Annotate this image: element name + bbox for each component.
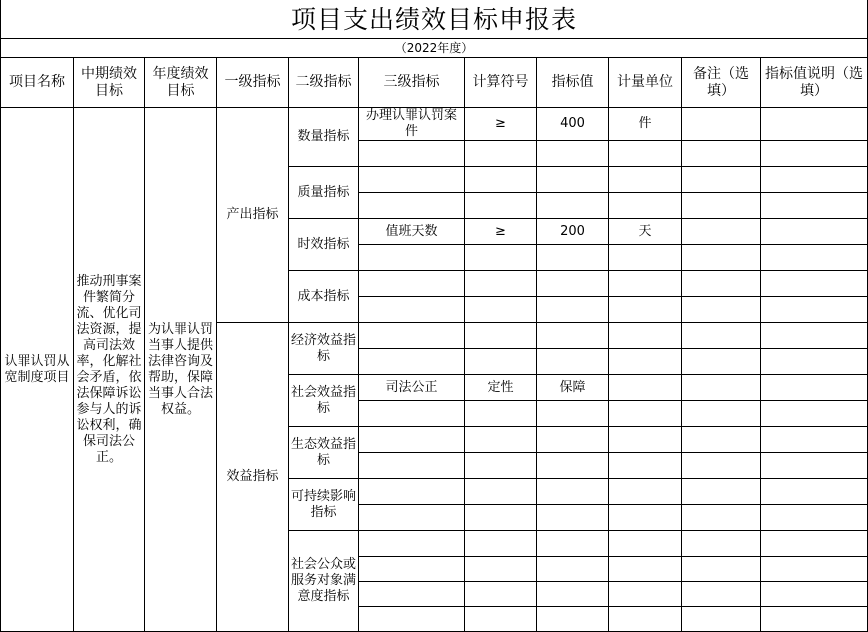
description-cell	[761, 479, 868, 505]
mid-goal-cell: 推动刑事案件繁简分流、优化司法资源，提高司法效率，化解社会矛盾，依法保障诉讼参与人的诉讼权利，确保司法公正。	[74, 108, 145, 632]
level3-cell	[359, 453, 465, 479]
remark-cell	[682, 401, 761, 427]
value-cell	[537, 582, 609, 607]
operator-cell	[465, 193, 537, 219]
level3-cell	[359, 401, 465, 427]
operator-cell	[465, 323, 537, 349]
level3-cell	[359, 607, 465, 632]
level2-timeliness: 时效指标	[289, 219, 359, 271]
header-operator: 计算符号	[465, 58, 537, 108]
remark-cell	[682, 607, 761, 632]
project-name-cell: 认罪认罚从宽制度项目	[1, 108, 74, 632]
description-cell	[761, 375, 868, 401]
operator-cell	[465, 297, 537, 323]
operator-cell: 定性	[465, 375, 537, 401]
unit-cell	[609, 401, 682, 427]
unit-cell	[609, 141, 682, 167]
unit-cell	[609, 453, 682, 479]
remark-cell	[682, 375, 761, 401]
operator-cell	[465, 245, 537, 271]
level3-cell: 值班天数	[359, 219, 465, 245]
unit-cell	[609, 375, 682, 401]
value-cell: 保障	[537, 375, 609, 401]
description-cell	[761, 323, 868, 349]
unit-cell	[609, 193, 682, 219]
performance-table	[0, 57, 868, 632]
level3-cell	[359, 323, 465, 349]
operator-cell	[465, 531, 537, 557]
header-value: 指标值	[537, 58, 609, 108]
unit-cell	[609, 479, 682, 505]
value-cell	[537, 453, 609, 479]
form-title: 项目支出绩效目标申报表	[0, 0, 868, 38]
value-cell	[537, 607, 609, 632]
level3-cell	[359, 141, 465, 167]
unit-cell	[609, 427, 682, 453]
header-annual-goal: 年度绩效目标	[145, 58, 217, 108]
description-cell	[761, 349, 868, 375]
unit-cell: 天	[609, 219, 682, 245]
remark-cell	[682, 427, 761, 453]
level2-social: 社会效益指标	[289, 375, 359, 427]
level3-cell	[359, 427, 465, 453]
level1-output: 产出指标	[217, 108, 289, 323]
fiscal-year: （2022年度）	[0, 38, 868, 57]
level1-benefit: 效益指标	[217, 323, 289, 632]
unit-cell	[609, 505, 682, 531]
table-row	[1, 108, 868, 141]
value-cell	[537, 557, 609, 582]
description-cell	[761, 219, 868, 245]
header-mid-goal: 中期绩效目标	[74, 58, 145, 108]
unit-cell	[609, 531, 682, 557]
unit-cell	[609, 271, 682, 297]
description-cell	[761, 245, 868, 271]
unit-cell	[609, 167, 682, 193]
level3-cell	[359, 271, 465, 297]
remark-cell	[682, 141, 761, 167]
value-cell	[537, 323, 609, 349]
value-cell	[537, 297, 609, 323]
remark-cell	[682, 219, 761, 245]
description-cell	[761, 271, 868, 297]
level3-cell	[359, 297, 465, 323]
operator-cell	[465, 607, 537, 632]
unit-cell	[609, 349, 682, 375]
level3-cell	[359, 167, 465, 193]
operator-cell	[465, 401, 537, 427]
description-cell	[761, 557, 868, 582]
remark-cell	[682, 323, 761, 349]
value-cell	[537, 427, 609, 453]
remark-cell	[682, 479, 761, 505]
value-cell	[537, 271, 609, 297]
level2-economic: 经济效益指标	[289, 323, 359, 375]
description-cell	[761, 297, 868, 323]
unit-cell: 件	[609, 108, 682, 141]
operator-cell	[465, 427, 537, 453]
value-cell: 400	[537, 108, 609, 141]
header-level3: 三级指标	[359, 58, 465, 108]
header-level1: 一级指标	[217, 58, 289, 108]
level2-quantity: 数量指标	[289, 108, 359, 167]
level2-satisfaction: 社会公众或服务对象满意度指标	[289, 531, 359, 632]
level3-cell: 办理认罪认罚案件	[359, 108, 465, 141]
remark-cell	[682, 582, 761, 607]
description-cell	[761, 531, 868, 557]
operator-cell	[465, 349, 537, 375]
value-cell	[537, 245, 609, 271]
operator-cell	[465, 453, 537, 479]
level3-cell: 司法公正	[359, 375, 465, 401]
level3-cell	[359, 505, 465, 531]
operator-cell: ≥	[465, 219, 537, 245]
level2-cost: 成本指标	[289, 271, 359, 323]
annual-goal-cell: 为认罪认罚当事人提供法律咨询及帮助，保障当事人合法权益。	[145, 108, 217, 632]
remark-cell	[682, 245, 761, 271]
remark-cell	[682, 271, 761, 297]
unit-cell	[609, 557, 682, 582]
level2-ecological: 生态效益指标	[289, 427, 359, 479]
description-cell	[761, 582, 868, 607]
value-cell	[537, 349, 609, 375]
unit-cell	[609, 323, 682, 349]
header-remark: 备注（选填）	[682, 58, 761, 108]
level3-cell	[359, 245, 465, 271]
description-cell	[761, 453, 868, 479]
description-cell	[761, 607, 868, 632]
level3-cell	[359, 557, 465, 582]
operator-cell: ≥	[465, 108, 537, 141]
remark-cell	[682, 349, 761, 375]
level3-cell	[359, 349, 465, 375]
description-cell	[761, 505, 868, 531]
remark-cell	[682, 167, 761, 193]
level2-sustainable: 可持续影响指标	[289, 479, 359, 531]
unit-cell	[609, 582, 682, 607]
description-cell	[761, 401, 868, 427]
header-level2: 二级指标	[289, 58, 359, 108]
remark-cell	[682, 531, 761, 557]
value-cell	[537, 505, 609, 531]
level3-cell	[359, 531, 465, 557]
remark-cell	[682, 505, 761, 531]
header-row	[1, 58, 868, 108]
remark-cell	[682, 108, 761, 141]
operator-cell	[465, 557, 537, 582]
value-cell	[537, 193, 609, 219]
header-project-name: 项目名称	[1, 58, 74, 108]
level2-quality: 质量指标	[289, 167, 359, 219]
header-unit: 计量单位	[609, 58, 682, 108]
unit-cell	[609, 297, 682, 323]
operator-cell	[465, 141, 537, 167]
remark-cell	[682, 453, 761, 479]
level3-cell	[359, 582, 465, 607]
level3-cell	[359, 193, 465, 219]
value-cell	[537, 401, 609, 427]
operator-cell	[465, 479, 537, 505]
description-cell	[761, 427, 868, 453]
unit-cell	[609, 607, 682, 632]
remark-cell	[682, 297, 761, 323]
header-description: 指标值说明（选填）	[761, 58, 868, 108]
description-cell	[761, 141, 868, 167]
value-cell	[537, 141, 609, 167]
remark-cell	[682, 557, 761, 582]
remark-cell	[682, 193, 761, 219]
description-cell	[761, 108, 868, 141]
value-cell	[537, 479, 609, 505]
value-cell: 200	[537, 219, 609, 245]
operator-cell	[465, 167, 537, 193]
operator-cell	[465, 582, 537, 607]
value-cell	[537, 531, 609, 557]
value-cell	[537, 167, 609, 193]
level3-cell	[359, 479, 465, 505]
unit-cell	[609, 245, 682, 271]
description-cell	[761, 193, 868, 219]
operator-cell	[465, 271, 537, 297]
operator-cell	[465, 505, 537, 531]
description-cell	[761, 167, 868, 193]
